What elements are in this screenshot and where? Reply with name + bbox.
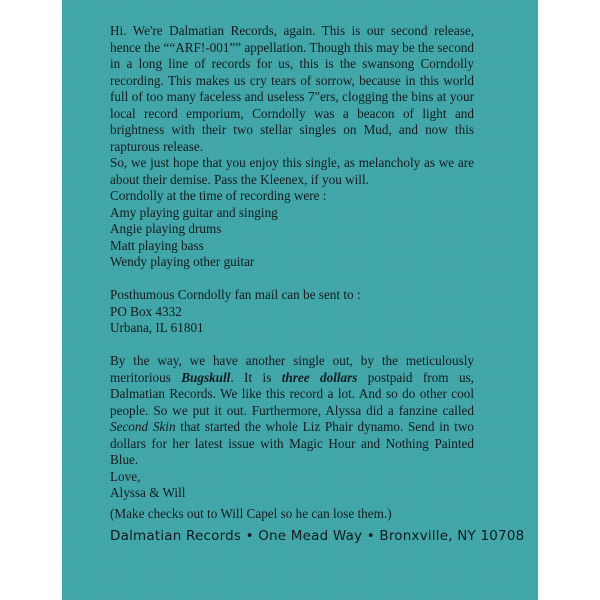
liner-notes: [110, 23, 525, 545]
intro-paragraph: Hi. We're Dalmatian Records, again. This is our second release, hence the ““ARF!-001”” appellation. Though this may be the second in a long line of records for us, this is the swansong Corndolly recording. This makes us cry tears of sorrow, because in this world full of too many faceless and useless 7"ers, clogging the bins at your local record emporium, Corndolly was a beacon of light and brightness with their two stellar singles on Mud, and now this rapturous release.: [110, 23, 474, 154]
insert-card: [62, 0, 538, 600]
spacer: [110, 271, 474, 288]
zine-title: Second Skin: [110, 419, 176, 434]
spacer: [110, 337, 474, 354]
text-run: postpaid from us, Dalmatian Records. We like this record a lot. And so do other cool people. So we put it out. Furthermore, Alyssa did a fanzine called: [110, 369, 474, 418]
lineup-heading: Corndolly at the time of recording were :: [110, 188, 327, 203]
by-the-way-paragraph: [110, 353, 474, 469]
closing: Love,: [110, 468, 141, 484]
member-line: Amy playing guitar and singing: [110, 204, 278, 220]
text-run: that started the whole Liz Phair dynamo. Send in two dollars for her latest issue with Magic Hour and Nothing Painted Blue.: [110, 419, 474, 467]
hope-paragraph: So, we just hope that you enjoy this single, as melancholy as we are about their demise. Pass the Kleenex, if you will.: [110, 155, 474, 187]
member-line: Wendy playing other guitar: [110, 254, 255, 269]
band-name: Bugskull: [181, 369, 231, 385]
address-line-1: PO Box 4332: [110, 303, 182, 319]
fan-mail-heading: Posthumous Corndolly fan mail can be sent to :: [110, 287, 361, 302]
text-run: By the way, we have another single out, by the meticulously meritorious: [110, 353, 474, 385]
address-line-2: Urbana, IL 61801: [110, 320, 204, 335]
price: three dollars: [281, 369, 358, 385]
text-run: . It is: [230, 369, 282, 385]
checks-note: (Make checks out to Will Capel so he can lose them.): [110, 505, 392, 521]
label-address-footer: Dalmatian Records • One Mead Way • Bronxville, NY 10708: [110, 528, 525, 544]
member-line: Matt playing bass: [110, 237, 204, 253]
member-line: Angie playing drums: [110, 221, 222, 236]
signature: Alyssa & Will: [110, 485, 186, 500]
